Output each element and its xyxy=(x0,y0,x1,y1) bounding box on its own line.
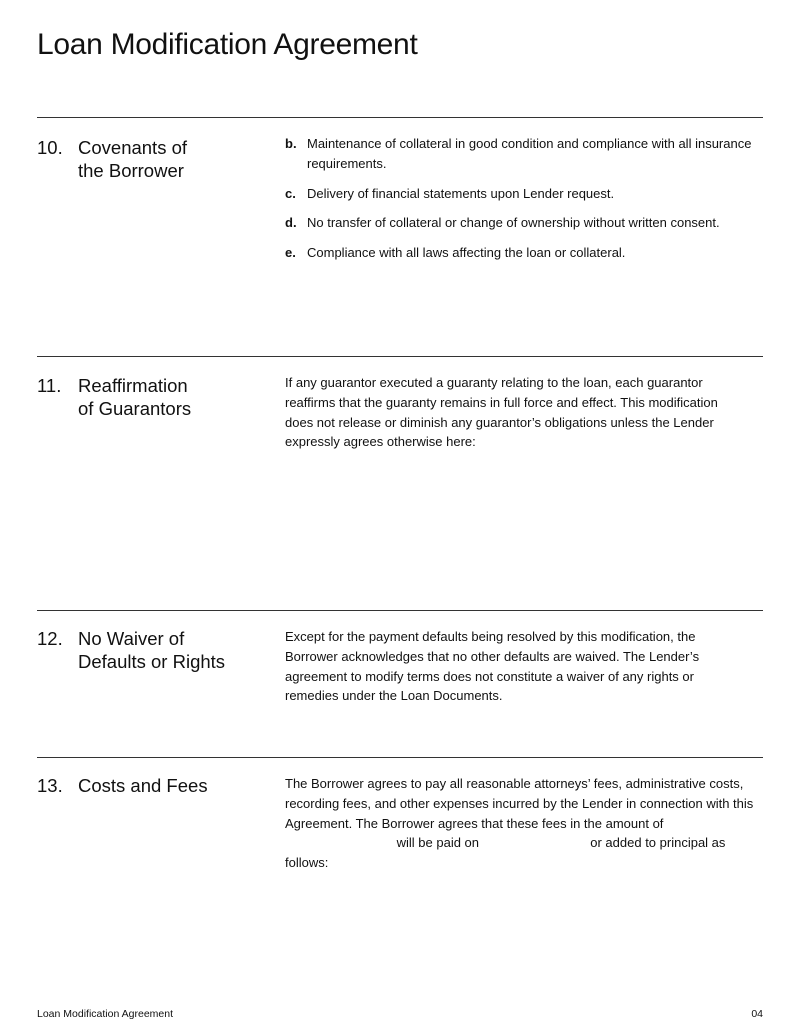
section-number: 10. xyxy=(37,137,63,158)
page-number: 04 xyxy=(751,1008,763,1020)
payment-date-field[interactable] xyxy=(483,837,587,851)
item-letter: e. xyxy=(285,245,296,261)
section-heading: Costs and Fees xyxy=(78,775,208,796)
section-number: 13. xyxy=(37,775,63,796)
divider xyxy=(37,610,763,611)
item-text: Maintenance of collateral in good condition and compliance with all insurance requirements. xyxy=(307,136,752,171)
section-number: 11. xyxy=(37,375,62,396)
section-text: Except for the payment defaults being resolved by this modification, the Borrower acknowledges that no other defaults are waived. The Lender’s agreement to modify terms does not constitute a waiver of any rights or remedies under the Loan Documents. xyxy=(285,629,700,704)
section-heading: Reaffirmation of Guarantors xyxy=(78,375,192,419)
item-letter: d. xyxy=(285,215,297,231)
item-letter: c. xyxy=(285,185,296,201)
list-item xyxy=(285,184,765,204)
item-text: Compliance with all laws affecting the loan or collateral. xyxy=(307,245,626,261)
footer-title: Loan Modification Agreement xyxy=(37,1008,174,1020)
list-item xyxy=(285,134,765,174)
item-letter: b. xyxy=(285,136,297,151)
section-heading: Covenants of the Borrower xyxy=(78,137,188,181)
section-text: If any guarantor executed a guaranty relating to the loan, each guarantor reaffirms that the guaranty remains in full force and effect. This modification does not release or diminish any guarantor’s obligations unless the Lender expressly agrees otherwise here: xyxy=(285,375,718,450)
divider xyxy=(37,117,763,118)
fees-text: The Borrower agrees to pay all reasonable attorneys’ fees, administrative costs, recording fees, and other expenses incurred by the Lender in connection with this Agreement. The Borrower agrees that these fees in the amount of xyxy=(285,776,754,831)
section-heading: No Waiver of Defaults or Rights xyxy=(78,628,226,672)
section-number: 12. xyxy=(37,628,63,649)
covenants-list xyxy=(285,134,765,273)
item-text: Delivery of financial statements upon Lender request. xyxy=(307,185,615,201)
fees-text: will be paid on xyxy=(396,835,480,851)
list-item xyxy=(285,243,765,263)
list-item xyxy=(285,213,765,233)
fee-amount-field[interactable] xyxy=(285,837,393,851)
page-title: Loan Modification Agreement xyxy=(37,28,418,61)
section-text xyxy=(285,774,763,873)
divider xyxy=(37,356,763,357)
divider xyxy=(37,757,763,758)
item-text: No transfer of collateral or change of ownership without written consent. xyxy=(307,215,720,231)
fees-text: or added to principal as follows: xyxy=(285,835,726,871)
